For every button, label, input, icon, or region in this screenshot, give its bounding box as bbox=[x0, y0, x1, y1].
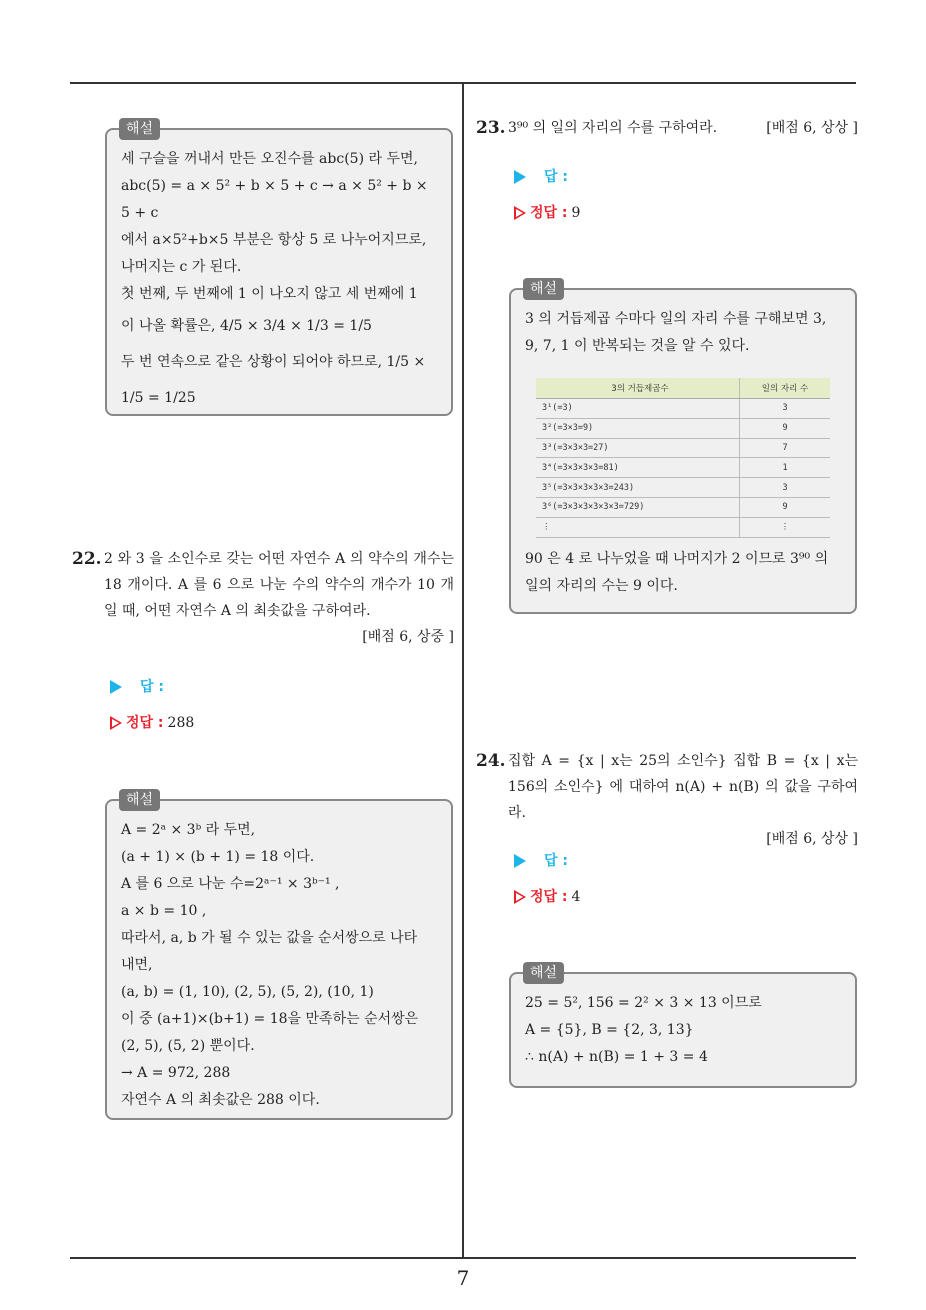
question-number: 23. bbox=[476, 118, 506, 138]
correct-value: 9 bbox=[571, 205, 581, 221]
table-cell: 3¹(=3) bbox=[536, 399, 740, 419]
q22-solution-line: (a, b) = (1, 10), (2, 5), (5, 2), (10, 1) bbox=[121, 984, 374, 1000]
q22-solution-line: A 를 6 으로 나눈 수=2ᵃ⁻¹ × 3ᵇ⁻¹ , bbox=[121, 876, 340, 892]
question-score: [배점 6, 상상 ] bbox=[766, 831, 858, 847]
q22-solution-line: 내면, bbox=[121, 957, 153, 973]
q21-solution-line: 세 구슬을 꺼내서 만든 오진수를 abc(5) 라 두면, bbox=[121, 151, 418, 167]
q24-answer-field[interactable] bbox=[514, 850, 568, 870]
table-cell: 1 bbox=[740, 458, 831, 478]
outline-triangle-icon bbox=[110, 716, 122, 730]
question-23 bbox=[476, 115, 858, 141]
table-cell: 3⁴(=3×3×3×3=81) bbox=[536, 458, 740, 478]
q21-solution-line: 이 나올 확률은, 4/5 × 3/4 × 1/3 = 1/5 bbox=[121, 318, 372, 334]
table-cell: 3²(=3×3=9) bbox=[536, 418, 740, 438]
play-triangle-icon bbox=[514, 854, 526, 868]
q22-solution-line: a × b = 10 , bbox=[121, 903, 207, 919]
q24-solution-line: ∴ n(A) + n(B) = 1 + 3 = 4 bbox=[525, 1049, 708, 1065]
column-divider bbox=[462, 84, 464, 1257]
question-text: 2 와 3 을 소인수로 갖는 어떤 자연수 A 의 약수의 개수는 18 개이다. A 를 6 으로 나눈 수의 약수의 개수가 10 개일 때, 어떤 자연수 A 의 최솟값을 구하여라. bbox=[104, 551, 454, 619]
table-row bbox=[536, 517, 830, 537]
q22-solution-line: 이 중 (a+1)×(b+1) = 18을 만족하는 순서쌍은 bbox=[121, 1011, 419, 1027]
correct-label: 정답 : bbox=[126, 715, 164, 731]
table-row bbox=[536, 458, 830, 478]
q22-solution-box bbox=[105, 792, 453, 1120]
correct-label: 정답 : bbox=[530, 889, 568, 905]
q24-solution-line: A = {5}, B = {2, 3, 13} bbox=[525, 1022, 694, 1038]
table-row bbox=[536, 399, 830, 419]
q23-solution-line: 90 은 4 로 나누었을 때 나머지가 2 이므로 3⁹⁰ 의 bbox=[525, 551, 829, 567]
table-cell: 9 bbox=[740, 418, 831, 438]
question-24 bbox=[476, 748, 858, 852]
answer-label: 답 : bbox=[544, 853, 568, 869]
table-row bbox=[536, 438, 830, 458]
answer-label: 답 : bbox=[140, 679, 164, 695]
table-cell: 3⁶(=3×3×3×3×3×3=729) bbox=[536, 497, 740, 517]
table-cell: ⋮ bbox=[536, 517, 740, 537]
page-number: 7 bbox=[456, 1266, 470, 1290]
q22-solution-line: 자연수 A 의 최솟값은 288 이다. bbox=[121, 1092, 320, 1108]
q22-solution-line: 따라서, a, b 가 될 수 있는 값을 순서쌍으로 나타 bbox=[121, 930, 418, 946]
question-text: 3⁹⁰ 의 일의 자리의 수를 구하여라. bbox=[508, 120, 718, 136]
correct-value: 4 bbox=[571, 889, 581, 905]
q22-solution-line: A = 2ᵃ × 3ᵇ 라 두면, bbox=[121, 822, 256, 838]
q23-solution-line: 일의 자리의 수는 9 이다. bbox=[525, 578, 678, 594]
q23-correct-answer bbox=[514, 202, 580, 222]
table-cell: ⋮ bbox=[740, 517, 831, 537]
q21-solution-line: 첫 번째, 두 번째에 1 이 나오지 않고 세 번째에 1 bbox=[121, 286, 418, 302]
bottom-rule bbox=[70, 1257, 856, 1259]
table-cell: 3³(=3×3×3=27) bbox=[536, 438, 740, 458]
power-table bbox=[536, 378, 830, 538]
q23-solution-line: 9, 7, 1 이 반복되는 것을 알 수 있다. bbox=[525, 338, 750, 354]
solution-tag: 해설 bbox=[119, 789, 160, 811]
table-header: 일의 자리 수 bbox=[740, 378, 831, 399]
solution-tag: 해설 bbox=[119, 118, 160, 140]
q22-solution-line: → A = 972, 288 bbox=[121, 1065, 231, 1081]
q22-answer-field[interactable] bbox=[110, 676, 164, 696]
table-cell: 3 bbox=[740, 478, 831, 498]
correct-label: 정답 : bbox=[530, 205, 568, 221]
q24-solution-box bbox=[509, 965, 857, 1088]
q21-solution-line: 에서 a×5²+b×5 부분은 항상 5 로 나누어지므로, bbox=[121, 232, 427, 248]
table-header-row bbox=[536, 378, 830, 399]
table-cell: 9 bbox=[740, 497, 831, 517]
solution-tag: 해설 bbox=[523, 962, 564, 984]
q21-solution-line: 두 번 연속으로 같은 상황이 되어야 하므로, 1/5 × bbox=[121, 354, 426, 370]
question-score: [배점 6, 상중 ] bbox=[362, 629, 454, 645]
play-triangle-icon bbox=[514, 170, 526, 184]
solution-tag: 해설 bbox=[523, 278, 564, 300]
q21-solution-line: 나머지는 c 가 된다. bbox=[121, 259, 242, 275]
table-cell: 3⁵(=3×3×3×3×3=243) bbox=[536, 478, 740, 498]
table-cell: 3 bbox=[740, 399, 831, 419]
q23-answer-field[interactable] bbox=[514, 166, 568, 186]
q22-solution-line: (a + 1) × (b + 1) = 18 이다. bbox=[121, 849, 315, 865]
answer-label: 답 : bbox=[544, 169, 568, 185]
question-22 bbox=[72, 546, 454, 650]
q24-solution-line: 25 = 5², 156 = 2² × 3 × 13 이므로 bbox=[525, 995, 762, 1011]
question-number: 24. bbox=[476, 751, 506, 771]
outline-triangle-icon bbox=[514, 206, 526, 220]
q22-correct-answer bbox=[110, 712, 194, 732]
q21-solution-box bbox=[105, 121, 453, 416]
table-header: 3의 거듭제곱수 bbox=[536, 378, 740, 399]
q24-correct-answer bbox=[514, 886, 580, 906]
table-row bbox=[536, 497, 830, 517]
q21-solution-line: abc(5) = a × 5² + b × 5 + c → a × 5² + b × 5 + c bbox=[121, 178, 428, 221]
q21-solution-line: 1/5 = 1/25 bbox=[121, 390, 196, 406]
outline-triangle-icon bbox=[514, 890, 526, 904]
question-text: 집합 A = {x | x는 25의 소인수} 집합 B = {x | x는 156의 소인수} 에 대하여 n(A) + n(B) 의 값을 구하여라. bbox=[508, 753, 858, 821]
question-number: 22. bbox=[72, 549, 102, 569]
table-row bbox=[536, 478, 830, 498]
play-triangle-icon bbox=[110, 680, 122, 694]
table-cell: 7 bbox=[740, 438, 831, 458]
table-row bbox=[536, 418, 830, 438]
q23-solution-line: 3 의 거듭제곱 수마다 일의 자리 수를 구해보면 3, bbox=[525, 311, 827, 327]
question-score: [배점 6, 상상 ] bbox=[766, 120, 858, 136]
q22-solution-line: (2, 5), (5, 2) 뿐이다. bbox=[121, 1038, 255, 1054]
correct-value: 288 bbox=[167, 715, 195, 731]
